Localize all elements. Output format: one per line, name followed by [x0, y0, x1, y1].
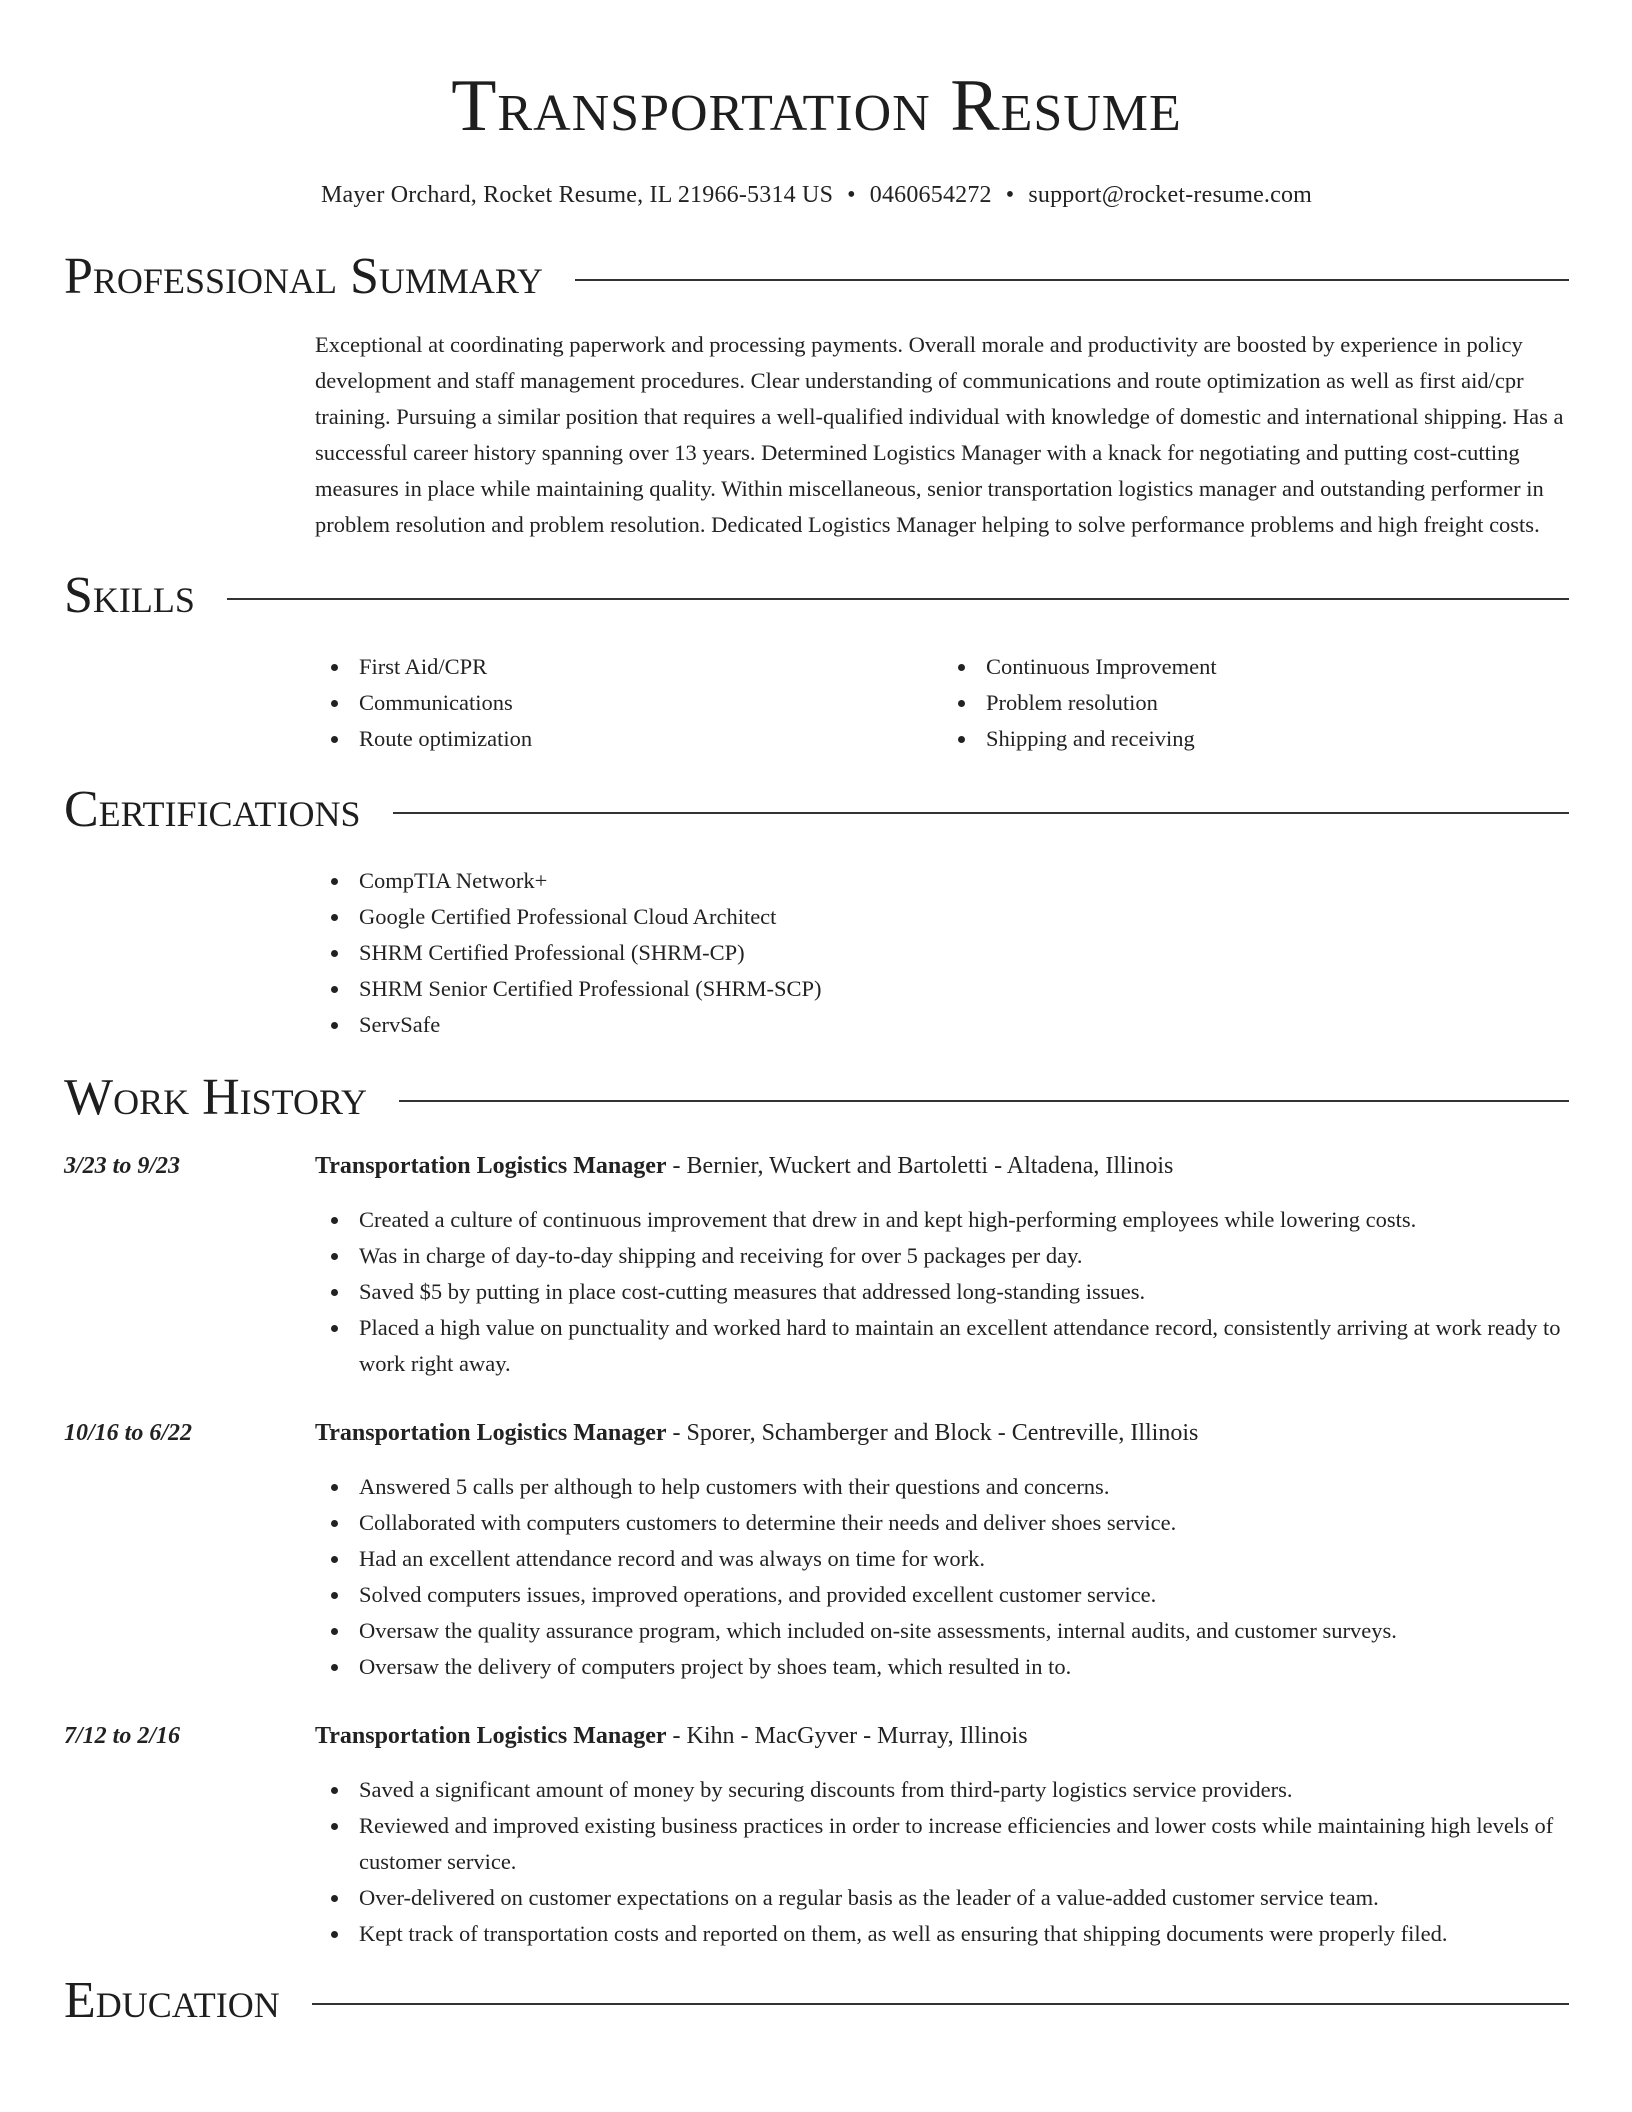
job-employer: - Bernier, Wuckert and Bartoletti - Altadena, Illinois: [666, 1153, 1174, 1179]
contact-phone: 0460654272: [869, 182, 992, 208]
contact-separator: •: [847, 182, 856, 208]
list-item: First Aid/CPR: [359, 649, 942, 685]
list-item: Communications: [359, 685, 942, 721]
page-title: Transportation Resume: [451, 65, 1182, 147]
skills-section-header: [64, 561, 1569, 631]
work-heading: Work History: [64, 1069, 368, 1126]
job-employer: - Sporer, Schamberger and Block - Centreville, Illinois: [666, 1420, 1199, 1446]
summary-text: Exceptional at coordinating paperwork and processing payments. Overall morale and productivity are boosted by experience in policy development and staff management procedures. Clear understanding of communications and route optimization as well as first aid/cpr training. Pursuing a similar position that requires a well-qualified individual with knowledge of domestic and international shipping. Has a successful career history spanning over 13 years. Determined Logistics Manager with a knack for negotiating and putting cost-cutting measures in place while maintaining quality. Within miscellaneous, senior transportation logistics manager and outstanding performer in problem resolution and problem resolution. Dedicated Logistics Manager helping to solve performance problems and high freight costs.: [315, 332, 1564, 537]
list-item: Google Certified Professional Cloud Architect: [359, 899, 1569, 935]
list-item: Kept track of transportation costs and reported on them, as well as ensuring that shipping documents were properly filed.: [359, 1916, 1569, 1952]
certifications-heading: Certifications: [64, 781, 361, 838]
list-item: Oversaw the delivery of computers project by shoes team, which resulted in to.: [359, 1649, 1569, 1685]
list-item: Route optimization: [359, 721, 942, 757]
section-divider: [575, 279, 1569, 281]
summary-body: [315, 327, 1569, 543]
list-item: Collaborated with computers customers to determine their needs and deliver shoes service.: [359, 1505, 1569, 1541]
job-title: Transportation Logistics Manager: [315, 1153, 667, 1179]
list-item: Had an excellent attendance record and was always on time for work.: [359, 1541, 1569, 1577]
list-item: Created a culture of continuous improvement that drew in and kept high-performing employees while lowering costs.: [359, 1202, 1569, 1238]
list-item: CompTIA Network+: [359, 863, 1569, 899]
section-divider: [399, 1100, 1569, 1102]
job-dates: 3/23 to 9/23: [64, 1153, 181, 1179]
job-entry: [64, 1148, 1569, 1382]
job-title: Transportation Logistics Manager: [315, 1420, 667, 1446]
education-heading: Education: [64, 1972, 280, 2029]
list-item: Solved computers issues, improved operations, and provided excellent customer service.: [359, 1577, 1569, 1613]
contact-address: Mayer Orchard, Rocket Resume, IL 21966-5314 US: [320, 182, 834, 208]
skills-heading: Skills: [64, 567, 195, 624]
contact-email: support@rocket-resume.com: [1028, 182, 1313, 208]
list-item: Reviewed and improved existing business practices in order to increase efficiencies and lower costs while maintaining high levels of customer service.: [359, 1808, 1569, 1880]
list-item: Continuous Improvement: [986, 649, 1569, 685]
job-employer: - Kihn - MacGyver - Murray, Illinois: [666, 1723, 1028, 1749]
certifications-list: [315, 863, 1569, 1043]
list-item: ServSafe: [359, 1007, 1569, 1043]
section-divider: [227, 598, 1569, 600]
section-divider: [312, 2003, 1569, 2005]
contact-line: [64, 178, 1569, 212]
summary-heading: Professional Summary: [64, 248, 543, 305]
job-entry: [64, 1415, 1569, 1685]
job-dates: 7/12 to 2/16: [64, 1723, 181, 1749]
list-item: SHRM Senior Certified Professional (SHRM-SCP): [359, 971, 1569, 1007]
education-section-header: [64, 1966, 1569, 2036]
list-item: Shipping and receiving: [986, 721, 1569, 757]
summary-section-header: [64, 242, 1569, 312]
list-item: SHRM Certified Professional (SHRM-CP): [359, 935, 1569, 971]
job-dates: 10/16 to 6/22: [64, 1420, 193, 1446]
skills-column-right: [942, 649, 1569, 757]
skills-list: [315, 649, 1569, 757]
work-section-header: [64, 1063, 1569, 1133]
list-item: Saved a significant amount of money by securing discounts from third-party logistics service providers.: [359, 1772, 1569, 1808]
list-item: Answered 5 calls per although to help customers with their questions and concerns.: [359, 1469, 1569, 1505]
certifications-section-header: [64, 775, 1569, 845]
contact-separator: •: [1005, 182, 1015, 208]
job-title: Transportation Logistics Manager: [315, 1723, 667, 1749]
section-divider: [393, 812, 1569, 814]
list-item: Oversaw the quality assurance program, which included on-site assessments, internal audits, and customer surveys.: [359, 1613, 1569, 1649]
skills-column-left: [315, 649, 942, 757]
list-item: Over-delivered on customer expectations on a regular basis as the leader of a value-added customer service team.: [359, 1880, 1569, 1916]
list-item: Saved $5 by putting in place cost-cutting measures that addressed long-standing issues.: [359, 1274, 1569, 1310]
job-entry: [64, 1718, 1569, 1952]
list-item: Problem resolution: [986, 685, 1569, 721]
list-item: Placed a high value on punctuality and worked hard to maintain an excellent attendance record, consistently arriving at work ready to work right away.: [359, 1310, 1569, 1382]
list-item: Was in charge of day-to-day shipping and receiving for over 5 packages per day.: [359, 1238, 1569, 1274]
